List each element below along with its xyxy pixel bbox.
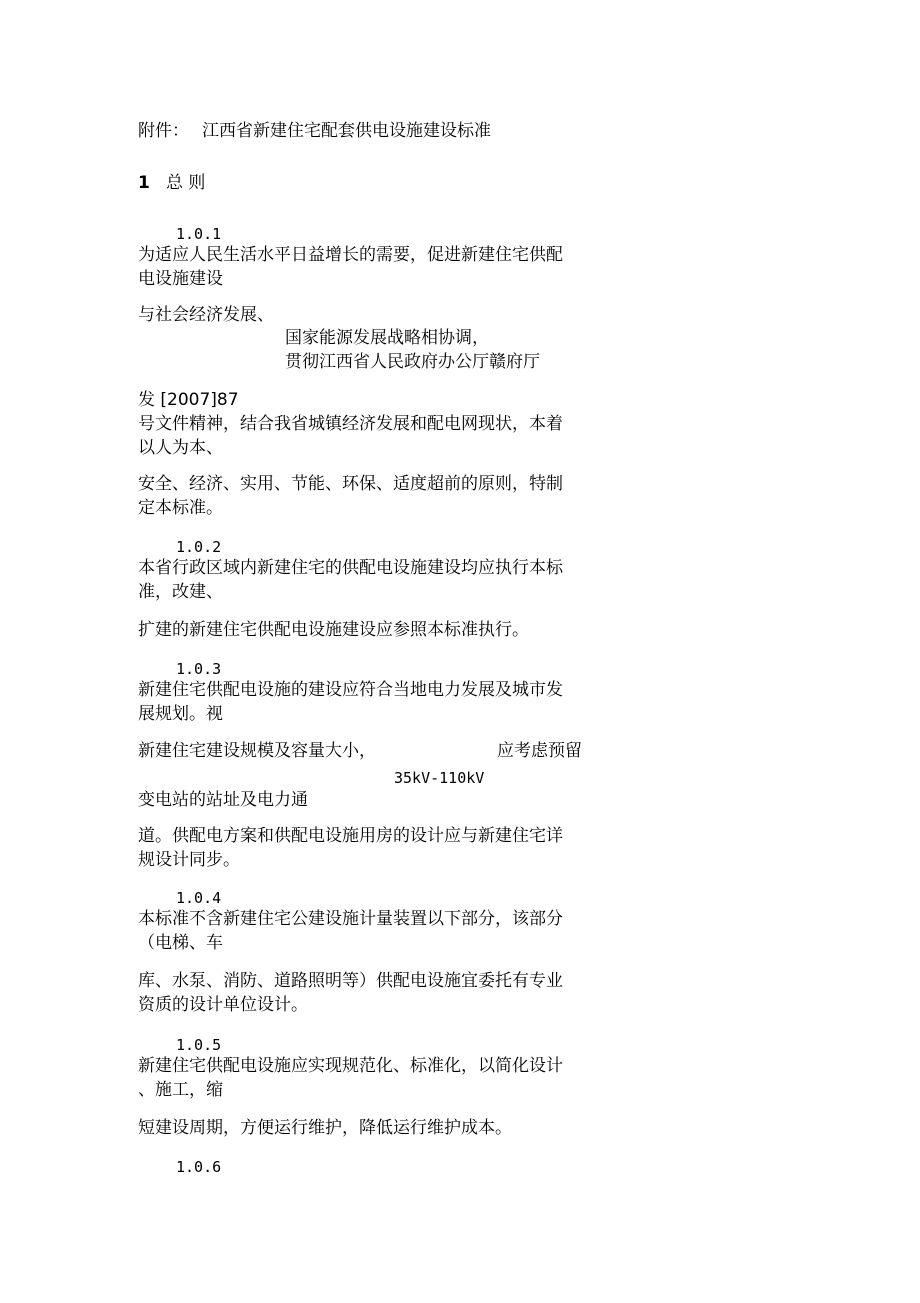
section-title: 总 则 — [166, 173, 206, 193]
clause-line: 电设施建设 — [138, 269, 223, 289]
clause-number: 1.0.1 — [176, 225, 222, 243]
clause-line: 为适应人民生活水平日益增长的需要，促进新建住宅供配 — [138, 245, 563, 265]
clause-line: 国家能源发展战略相协调， — [285, 328, 489, 348]
clause-line: 道。供配电方案和供配电设施用房的设计应与新建住宅详 — [138, 826, 563, 846]
clause-line: 以人为本、 — [138, 438, 223, 458]
clause-line: 扩建的新建住宅供配电设施建设应参照本标准执行。 — [138, 620, 529, 640]
clause-line: 短建设周期，方便运行维护，降低运行维护成本。 — [138, 1118, 512, 1138]
clause-line: 本标准不含新建住宅公建设施计量装置以下部分，该部分 — [138, 909, 563, 929]
clause-line: 库、水泵、消防、道路照明等）供配电设施宜委托有专业 — [138, 971, 563, 991]
clause-line: 变电站的站址及电力通 — [138, 790, 308, 810]
clause-line: 展规划。视 — [138, 704, 223, 724]
attachment-label: 附件： — [138, 121, 189, 141]
clause-line: 本省行政区域内新建住宅的供配电设施建设均应执行本标 — [138, 558, 563, 578]
clause-number: 1.0.5 — [176, 1036, 222, 1054]
clause-line: 规设计同步。 — [138, 850, 240, 870]
clause-line: 发 [2007]87 — [138, 390, 239, 410]
document-title: 江西省新建住宅配套供电设施建设标准 — [202, 121, 491, 141]
clause-line: 号文件精神，结合我省城镇经济发展和配电网现状，本着 — [138, 414, 563, 434]
clause-line: 、施工，缩 — [138, 1080, 223, 1100]
clause-line: 应考虑预留 — [497, 741, 582, 761]
clause-line: 准，改建、 — [138, 582, 223, 602]
clause-number: 1.0.3 — [176, 660, 222, 678]
clause-number: 1.0.6 — [176, 1158, 222, 1176]
clause-line: 新建住宅供配电设施应实现规范化、标准化，以简化设计 — [138, 1056, 563, 1076]
clause-line: 35kV-110kV — [394, 769, 485, 787]
clause-line: 定本标准。 — [138, 498, 223, 518]
clause-line: 安全、经济、实用、节能、环保、适度超前的原则，特制 — [138, 474, 563, 494]
clause-line: 新建住宅建设规模及容量大小， — [138, 741, 376, 761]
clause-line: （电梯、车 — [138, 933, 223, 953]
clause-number: 1.0.4 — [176, 889, 222, 907]
clause-number: 1.0.2 — [176, 538, 222, 556]
section-number: 1 — [138, 173, 150, 193]
clause-line: 与社会经济发展、 — [138, 305, 274, 325]
clause-line: 资质的设计单位设计。 — [138, 995, 308, 1015]
clause-line: 新建住宅供配电设施的建设应符合当地电力发展及城市发 — [138, 680, 563, 700]
clause-line: 贯彻江西省人民政府办公厅赣府厅 — [285, 352, 540, 372]
